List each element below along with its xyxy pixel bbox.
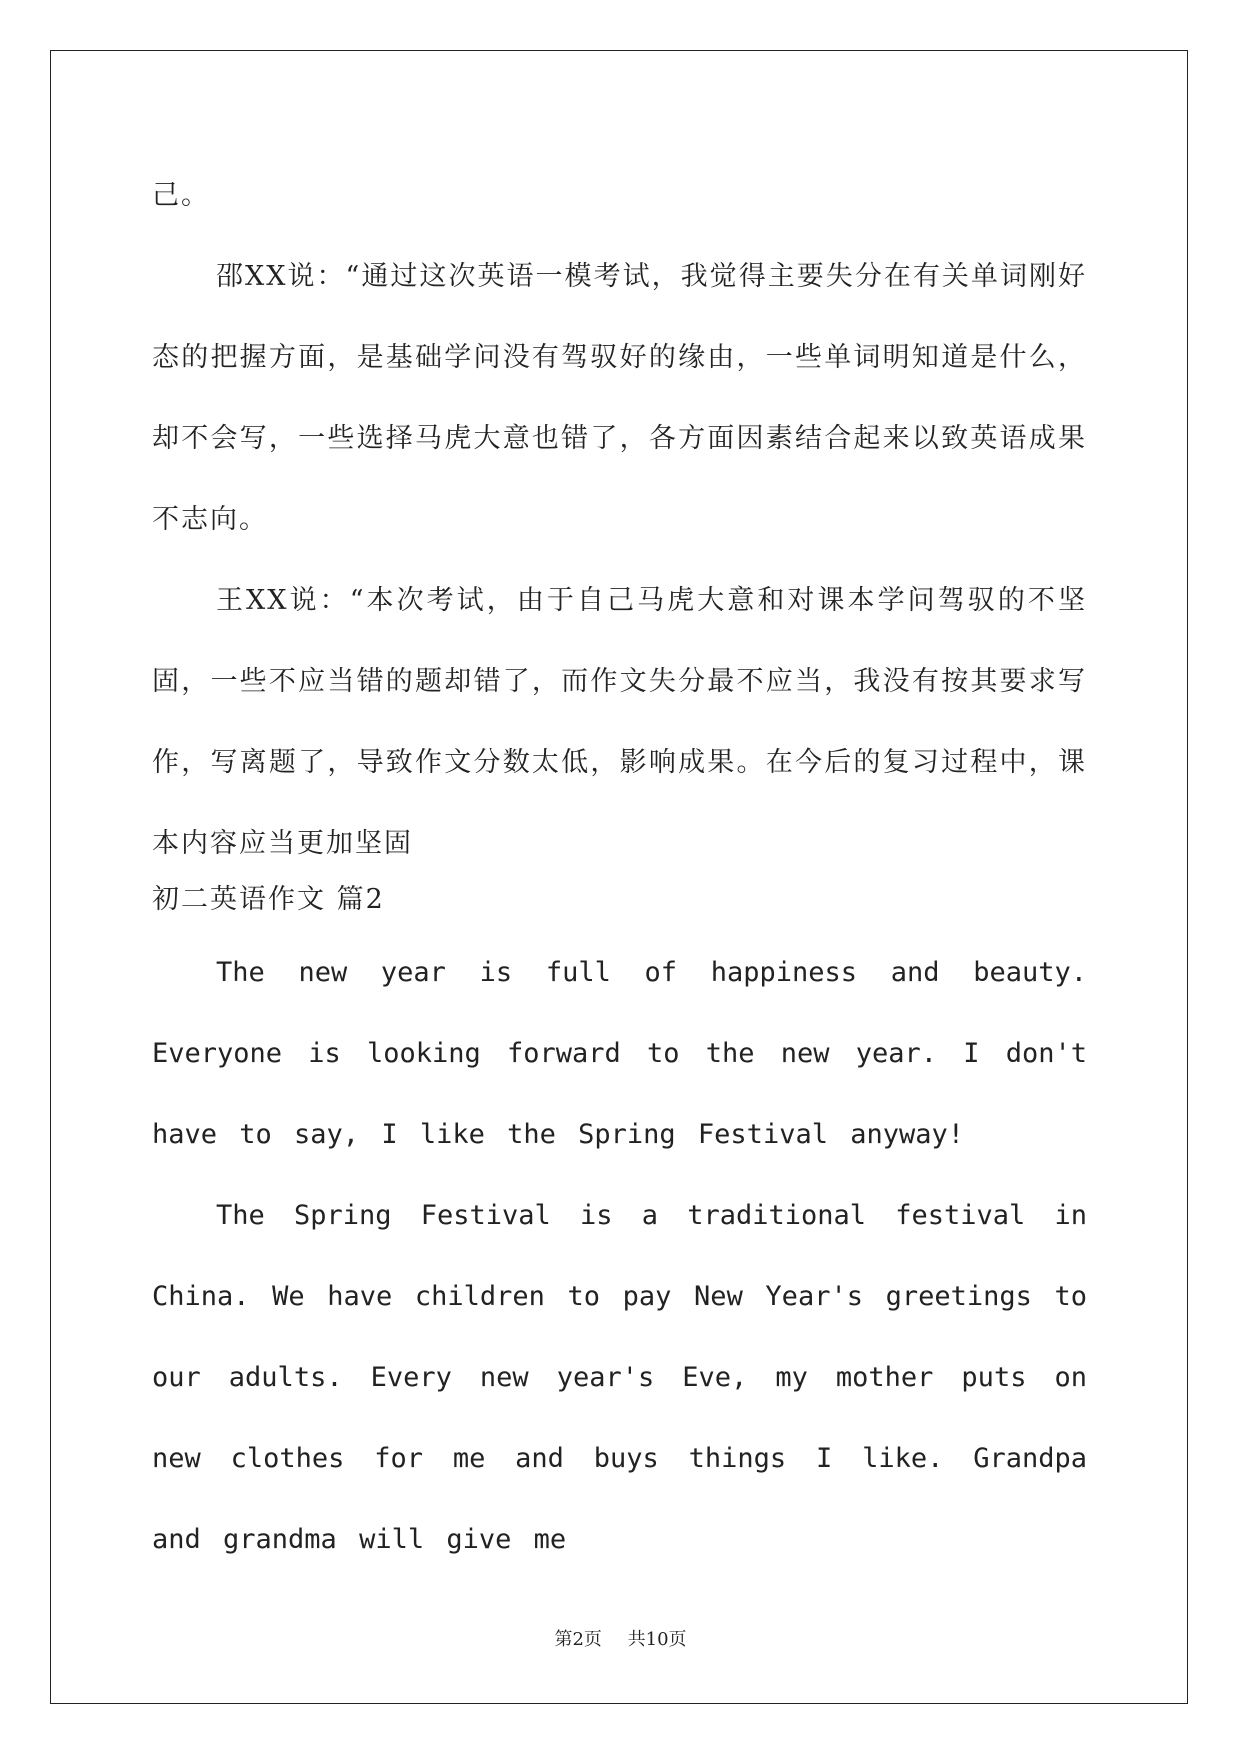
paragraph-shao-quote: 邵XX说：“通过这次英语一模考试，我觉得主要失分在有关单词刚好态的把握方面，是基础学问没有驾驭好的缘由，一些单词明知道是什么，却不会写，一些选择马虎大意也错了，各方面因素结合起来以致英语成果不志向。: [152, 261, 1087, 535]
page-footer: [0, 1625, 1241, 1651]
page-total: 共10页: [627, 1629, 687, 1650]
page-number: 第2页: [554, 1629, 602, 1650]
paragraph-continuation: 己。: [152, 180, 210, 211]
paragraph-english-1: The new year is full of happiness and beauty. Everyone is looking forward to the new year. I don't have to say, I like the Spring Festival anyway!: [152, 957, 1087, 1150]
section-heading: 初二英语作文 篇2: [152, 884, 385, 915]
document-body: [152, 155, 1087, 1580]
paragraph-english-2: The Spring Festival is a traditional festival in China. We have children to pay New Year's greetings to our adults. Every new year's Eve, my mother puts on new clothes for me and buys things I like. Grandpa and grandma will give me: [152, 1200, 1087, 1555]
paragraph-wang-quote: 王XX说：“本次考试，由于自己马虎大意和对课本学问驾驭的不坚固，一些不应当错的题却错了，而作文失分最不应当，我没有按其要求写作，写离题了，导致作文分数太低，影响成果。在今后的复习过程中，课本内容应当更加坚固: [152, 585, 1087, 859]
